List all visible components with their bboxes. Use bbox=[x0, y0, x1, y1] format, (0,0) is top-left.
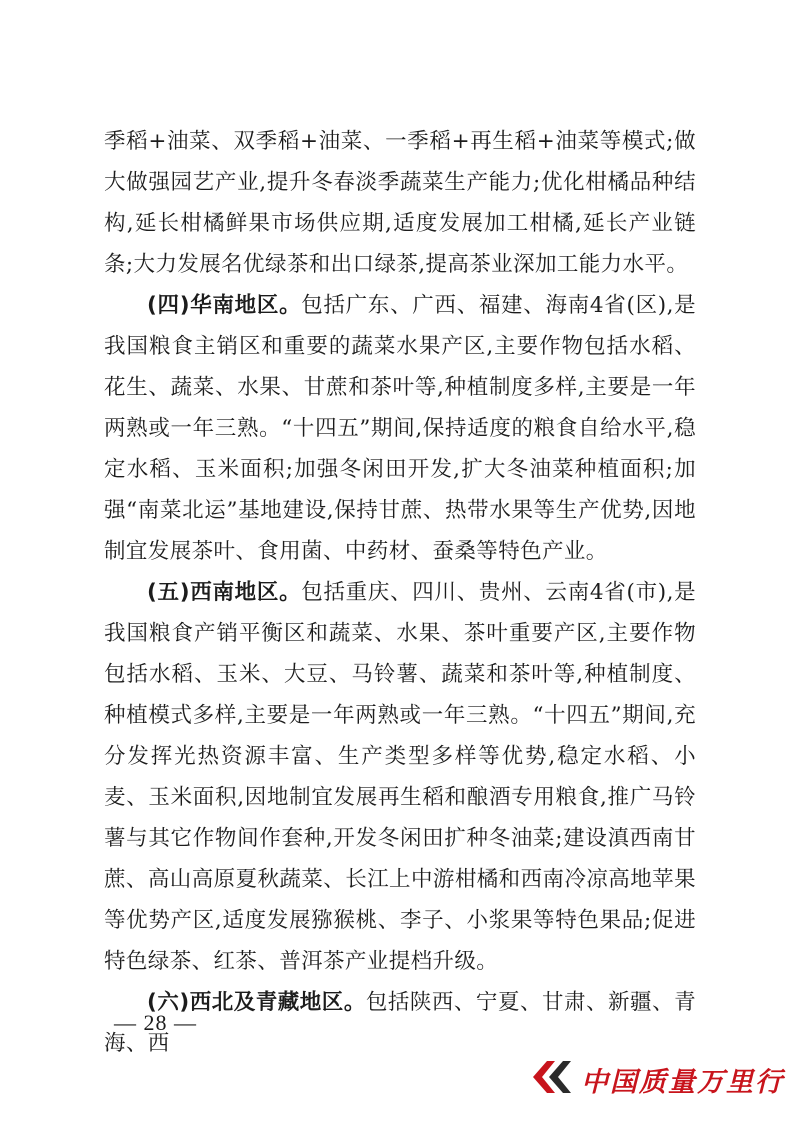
paragraph-text: 包括广东、广西、福建、海南4省(区),是我国粮食主销区和重要的蔬菜水果产区,主要作物包括水稻、花生、蔬菜、水果、甘蔗和茶叶等,种植制度多样,主要是一年两熟或一年三熟。“十四五”期间,保持适度的粮食自给水平,稳定水稻、玉米面积;加强冬闲田开发,扩大冬油菜种植面积;加强“南菜北运”基地建设,保持甘蔗、热带水果等生产优势,因地制宜发展茶叶、食用菌、中药材、蚕桑等特色产业。 bbox=[104, 293, 697, 564]
paragraph-continuation bbox=[104, 121, 696, 285]
paragraph-southwest bbox=[104, 572, 696, 982]
document-body bbox=[104, 121, 696, 1064]
watermark bbox=[529, 1059, 784, 1099]
brand-chevron-logo-icon bbox=[529, 1059, 573, 1099]
paragraph-text: 季稻+油菜、双季稻+油菜、一季稻+再生稻+油菜等模式;做大做强园艺产业,提升冬春淡季蔬菜生产能力;优化柑橘品种结构,延长柑橘鲜果市场供应期,适度发展加工柑橘,延长产业链条;大力发展名优绿茶和出口绿茶,提高茶业深加工能力水平。 bbox=[104, 129, 696, 277]
paragraph-text: 包括陕西、宁夏、甘肃、新疆、青海、西 bbox=[104, 990, 696, 1056]
section-heading: (四)华南地区。 bbox=[147, 293, 302, 318]
page-number: — 28 — bbox=[114, 1010, 197, 1035]
watermark-text: 中国质量万里行 bbox=[581, 1066, 784, 1098]
section-heading: (六)西北及青藏地区。 bbox=[147, 990, 366, 1015]
paragraph-south-china bbox=[104, 285, 696, 572]
section-heading: (五)西南地区。 bbox=[147, 580, 302, 605]
paragraph-text: 包括重庆、四川、贵州、云南4省(市),是我国粮食产销平衡区和蔬菜、水果、茶叶重要产区,主要作物包括水稻、玉米、大豆、马铃薯、蔬菜和茶叶等,种植制度、种植模式多样,主要是一年两熟或一年三熟。“十四五”期间,充分发挥光热资源丰富、生产类型多样等优势,稳定水稻、小麦、玉米面积,因地制宜发展再生稻和酿酒专用粮食,推广马铃薯与其它作物间作套种,开发冬闲田扩种冬油菜;建设滇西南甘蔗、高山高原夏秋蔬菜、长江上中游柑橘和西南冷凉高地苹果等优势产区,适度发展猕猴桃、李子、小浆果等特色果品;促进特色绿茶、红茶、普洱茶产业提档升级。 bbox=[104, 580, 697, 974]
